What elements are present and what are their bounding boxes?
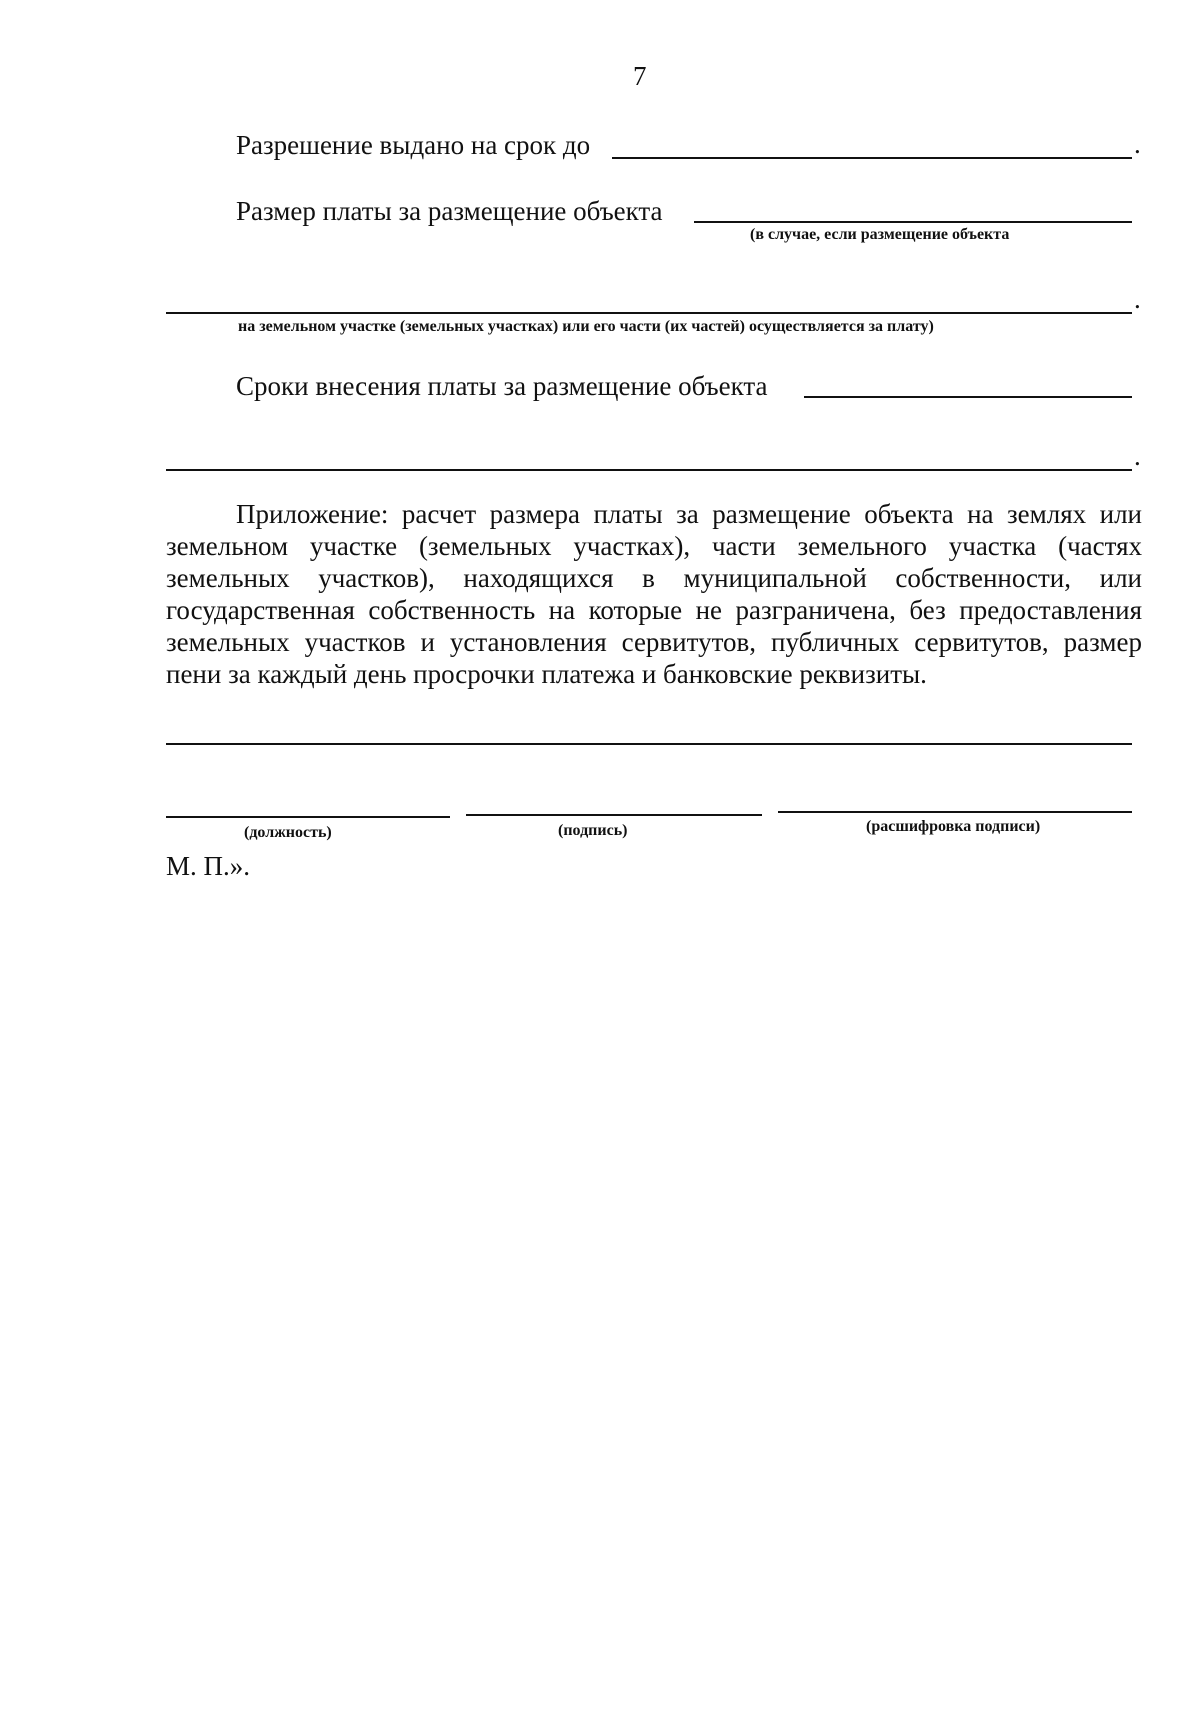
position-caption: (должность) (244, 824, 332, 841)
permit-term-label: Разрешение выдано на срок до (236, 130, 591, 160)
fee-size-field[interactable] (694, 221, 1132, 223)
position-field[interactable] (166, 816, 450, 818)
signature-decoding-field[interactable] (778, 811, 1132, 813)
signature-field[interactable] (466, 814, 762, 816)
permit-term-field[interactable] (612, 157, 1132, 159)
fee-terms-field-2[interactable] (166, 469, 1132, 471)
fee-size-note-2: на земельном участке (земельных участках) или его части (их частей) осуществляется за плату) (238, 318, 934, 335)
fee-terms-period: . (1134, 441, 1141, 471)
fee-terms-field[interactable] (804, 396, 1132, 398)
page-number: 7 (633, 61, 647, 91)
seal-mark: М. П.». (166, 851, 251, 881)
fee-size-note-1: (в случае, если размещение объекта (750, 226, 1010, 243)
permit-term-period: . (1134, 129, 1141, 159)
appendix-paragraph: Приложение: расчет размера платы за размещение объекта на землях или земельном участке (земельных участках), части земельного участка (частях земельных участков), находящихся в муниципальной собственности, или государственная собственность на которые не разграничена, без предоставления земельных участков и установления сервитутов, публичных сервитутов, размер пени за каждый день просрочки платежа и банковские реквизиты. (166, 499, 1142, 689)
signatory-line[interactable] (166, 743, 1132, 745)
fee-size-period: . (1134, 284, 1141, 314)
signature-caption: (подпись) (558, 822, 628, 839)
fee-size-label: Размер платы за размещение объекта (236, 196, 663, 226)
fee-terms-label: Сроки внесения платы за размещение объекта (236, 371, 768, 401)
signature-decoding-caption: (расшифровка подписи) (866, 818, 1041, 835)
fee-size-field-2[interactable] (166, 312, 1132, 314)
